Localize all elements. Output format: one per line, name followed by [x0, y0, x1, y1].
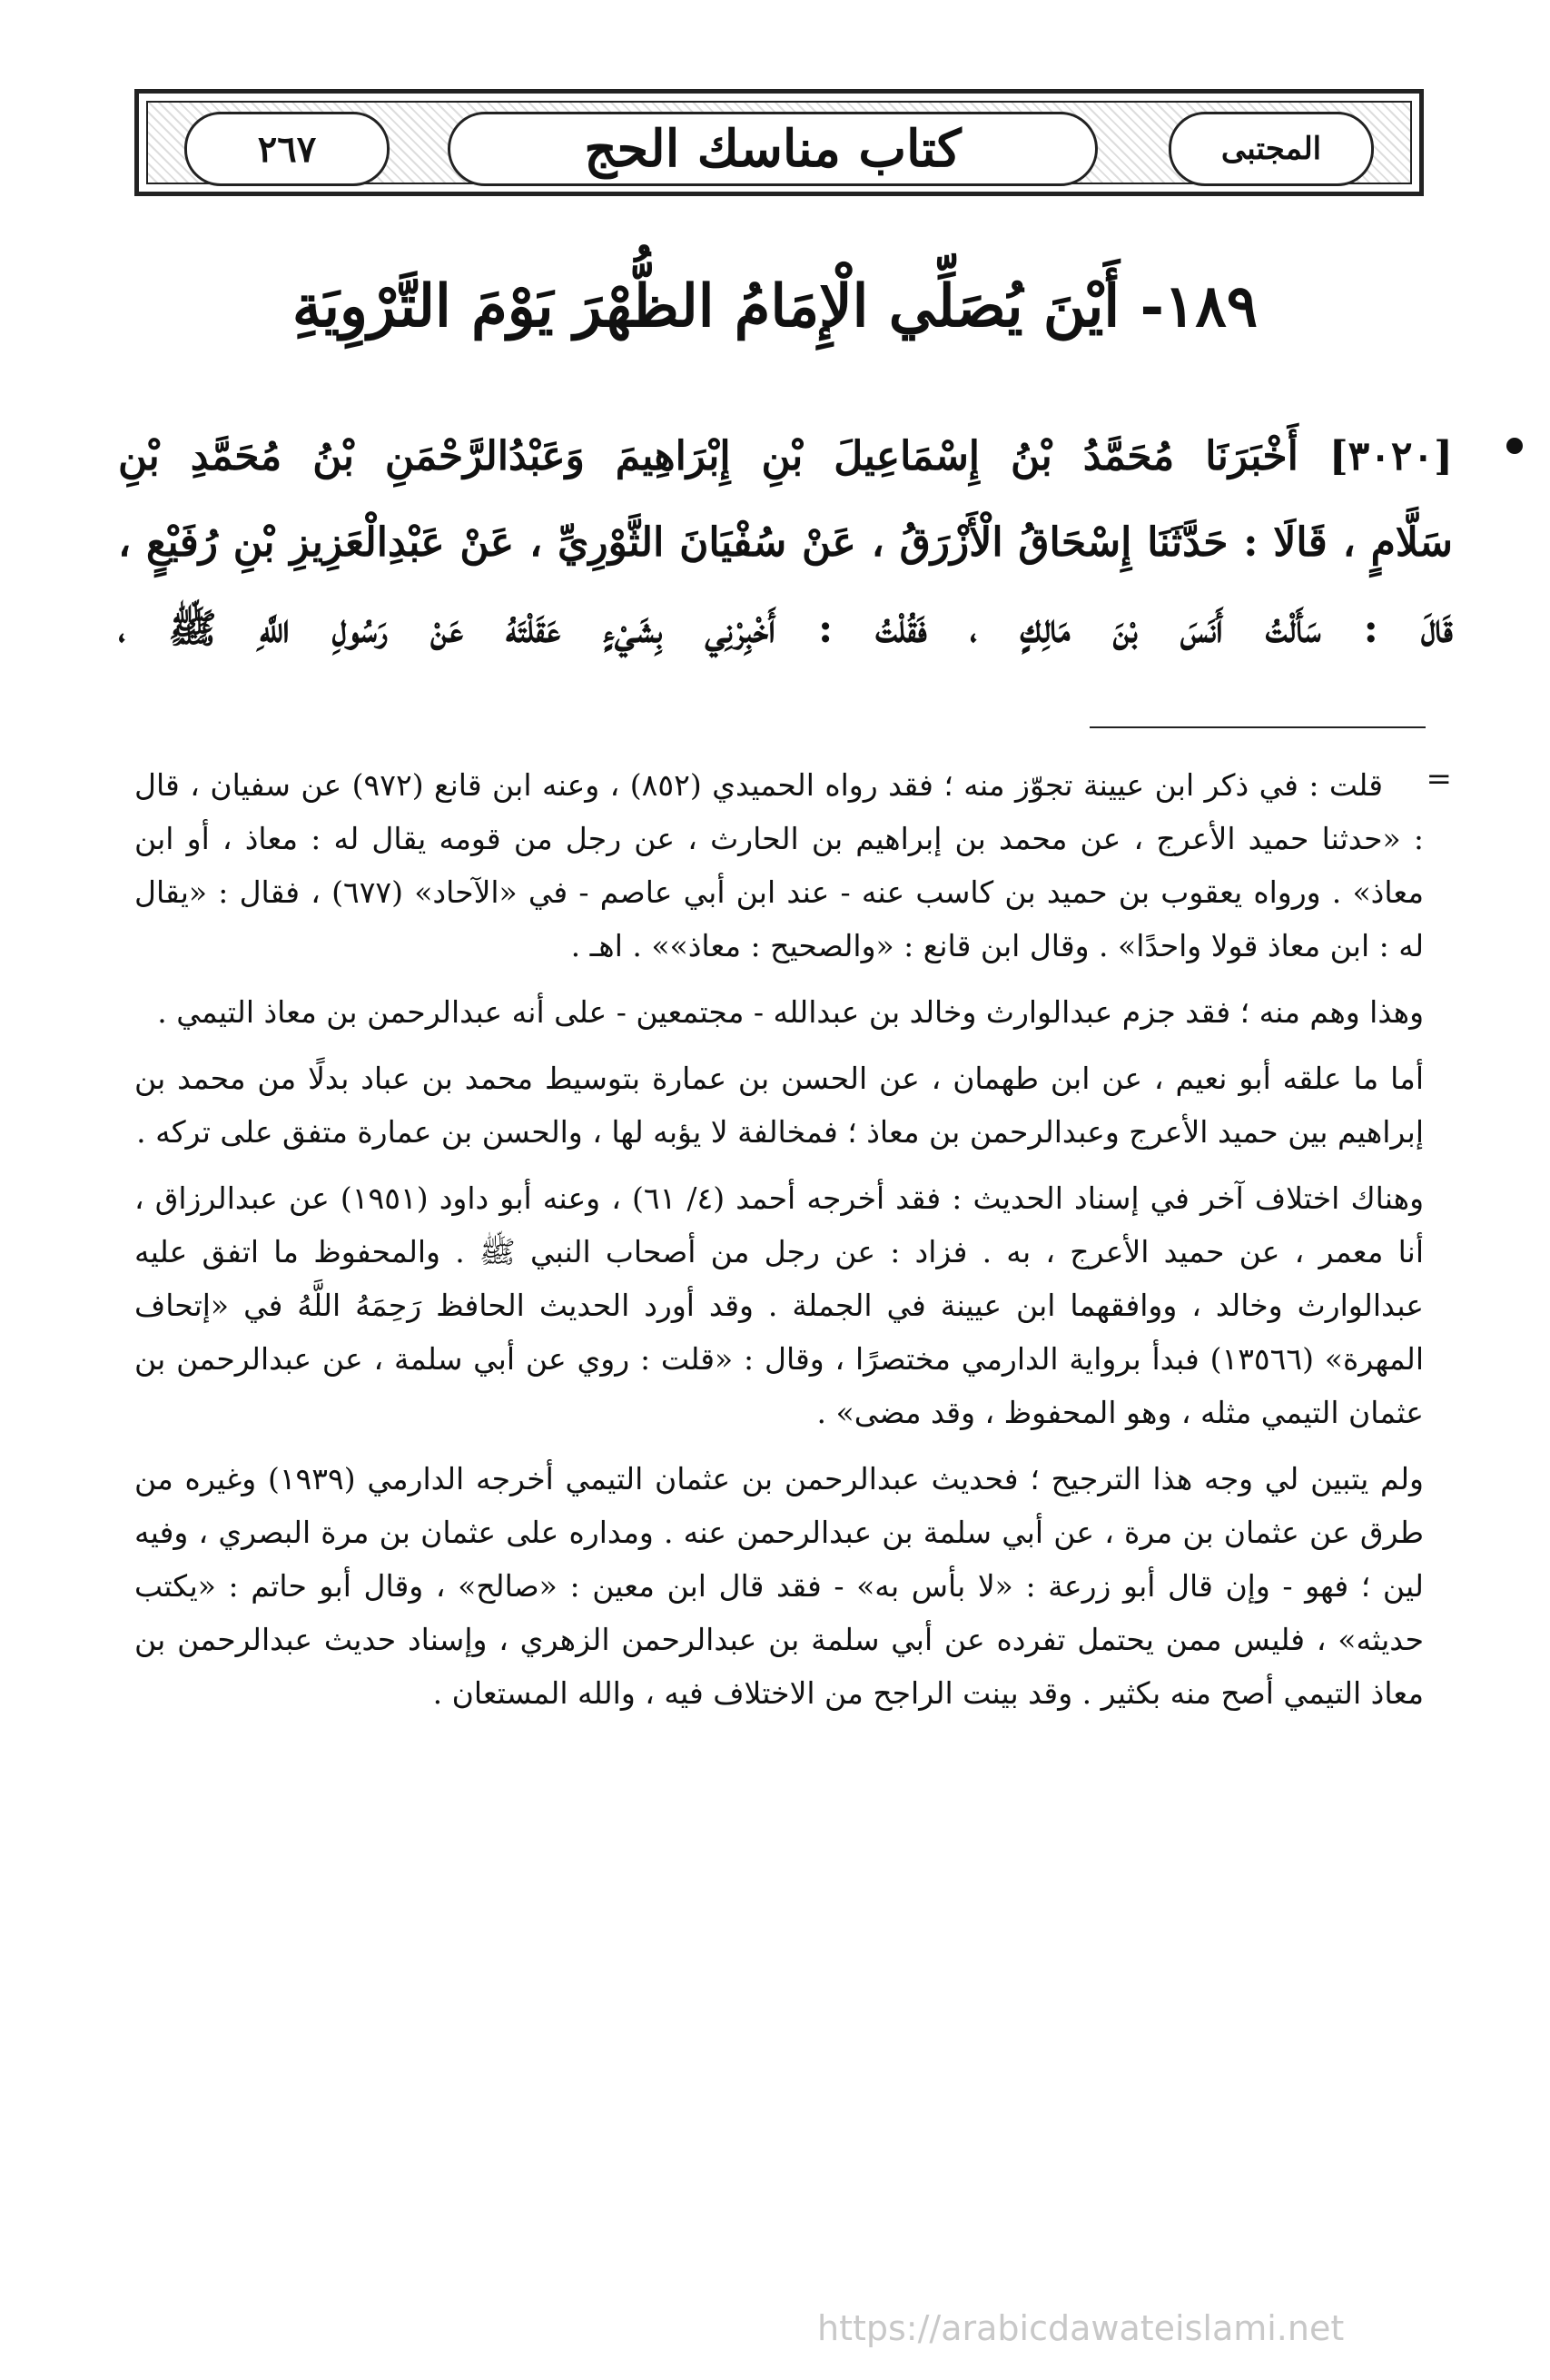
- series-logo-cartouche: [1169, 112, 1374, 186]
- page-number-cartouche: [184, 112, 390, 186]
- hadith-line: سَلَّامٍ ، قَالَا : حَدَّثَنَا إِسْحَاقُ الْأَزْرَقُ ، عَنْ سُفْيَانَ الثَّوْرِيِّ ، عَنْ عَبْدِالْعَزِيزِ بْنِ رُفَيْعٍ ،: [118, 519, 1453, 566]
- footnote-continuation-marker: =: [1426, 761, 1452, 797]
- hadith-line: قَالَ : سَأَلْتُ أَنَسَ بْنَ مَالِكٍ ، فَقُلْتُ : أَخْبِرْنِي بِشَيْءٍ عَقَلْتَهُ عَنْ رَسُولِ اللَّهِ ﷺ ،: [118, 606, 1453, 652]
- hadith-line: [٣٠٢٠] أَخْبَرَنَا مُحَمَّدُ بْنُ إِسْمَاعِيلَ بْنِ إِبْرَاهِيمَ وَعَبْدُالرَّحْمَنِ بْنُ مُحَمَّدِ بْنِ: [118, 433, 1453, 479]
- page-number: ٢٦٧: [257, 127, 317, 171]
- footnote-separator: [1090, 726, 1426, 728]
- watermark-url: https://arabicdawateislami.net: [817, 2308, 1345, 2348]
- book-title: كتاب مناسك الحج: [584, 119, 962, 179]
- hadith-text: [118, 413, 1453, 672]
- commentary-paragraph: وهذا وهم منه ؛ فقد جزم عبدالوارث وخالد بن عبدالله - مجتمعين - على أنه عبدالرحمن بن معاذ التيمي .: [157, 994, 1424, 1030]
- hadith-bullet-icon: [1506, 438, 1523, 454]
- chapter-title: ١٨٩- أَيْنَ يُصَلِّي الْإِمَامُ الظُّهْرَ يَوْمَ التَّرْوِيَةِ: [291, 272, 1259, 341]
- header-ornament-band: [146, 101, 1412, 184]
- series-logo: المجتبى: [1220, 131, 1322, 167]
- commentary-paragraph: قلت : في ذكر ابن عيينة تجوّز منه ؛ فقد رواه الحميدي (٨٥٢) ، وعنه ابن قانع (٩٧٢) عن سفيان ، قال : «حدثنا حميد الأعرج ، عن محمد بن إبراهيم بن الحارث ، عن رجل من قومه يقال له : معاذ ، أو ابن معاذ» . ورواه يعقوب بن حميد بن كاسب عنه - عند ابن أبي عاصم - في «الآحاد» (٦٧٧) ، فقال : «يقال له : ابن معاذ قولا واحدًا» . وقال ابن قانع : «والصحيح : معاذ»» . اهـ .: [134, 767, 1425, 963]
- page-header-ornament: [134, 89, 1424, 196]
- book-title-cartouche: [448, 112, 1098, 186]
- commentary-paragraph: وهناك اختلاف آخر في إسناد الحديث : فقد أخرجه أحمد (٤/ ٦١) ، وعنه أبو داود (١٩٥١) عن عبدالرزاق ، أنا معمر ، عن حميد الأعرج ، به . فزاد : عن رجل من أصحاب النبي ﷺ . والمحفوظ ما اتفق عليه عبدالوارث وخالد ، ووافقهما ابن عيينة في الجملة . وقد أورد الحديث الحافظ رَحِمَهُ اللَّهُ في «إتحاف المهرة» (١٣٥٦٦) فبدأ برواية الدارمي مختصرًا ، وقال : «قلت : روي عن أبي سلمة ، عن عبدالرحمن بن عثمان التيمي مثله ، وهو المحفوظ ، وقد مضى» .: [134, 1180, 1424, 1430]
- footnote-commentary: [134, 758, 1424, 1733]
- commentary-paragraph: أما ما علقه أبو نعيم ، عن ابن طهمان ، عن الحسن بن عمارة بتوسيط محمد بن عباد بدلًا من محمد بن إبراهيم بين حميد الأعرج وعبدالرحمن بن معاذ ؛ فمخالفة لا يؤبه لها ، والحسن بن عمارة متفق على تركه .: [134, 1061, 1424, 1150]
- commentary-paragraph: ولم يتبين لي وجه هذا الترجيح ؛ فحديث عبدالرحمن بن عثمان التيمي أخرجه الدارمي (١٩٣٩) وغيره من طرق عن عثمان بن مرة ، عن أبي سلمة بن عبدالرحمن عنه . ومداره على عثمان بن مرة البصري ، وفيه لين ؛ فهو - وإن قال أبو زرعة : «لا بأس به» - فقد قال ابن معين : «صالح» ، وقال أبو حاتم : «يكتب حديثه» ، فليس ممن يحتمل تفرده عن أبي سلمة بن عبدالرحمن الزهري ، وإسناد حديث عبدالرحمن بن معاذ التيمي أصح منه بكثير . وقد بينت الراجح من الاختلاف فيه ، والله المستعان .: [134, 1461, 1424, 1711]
